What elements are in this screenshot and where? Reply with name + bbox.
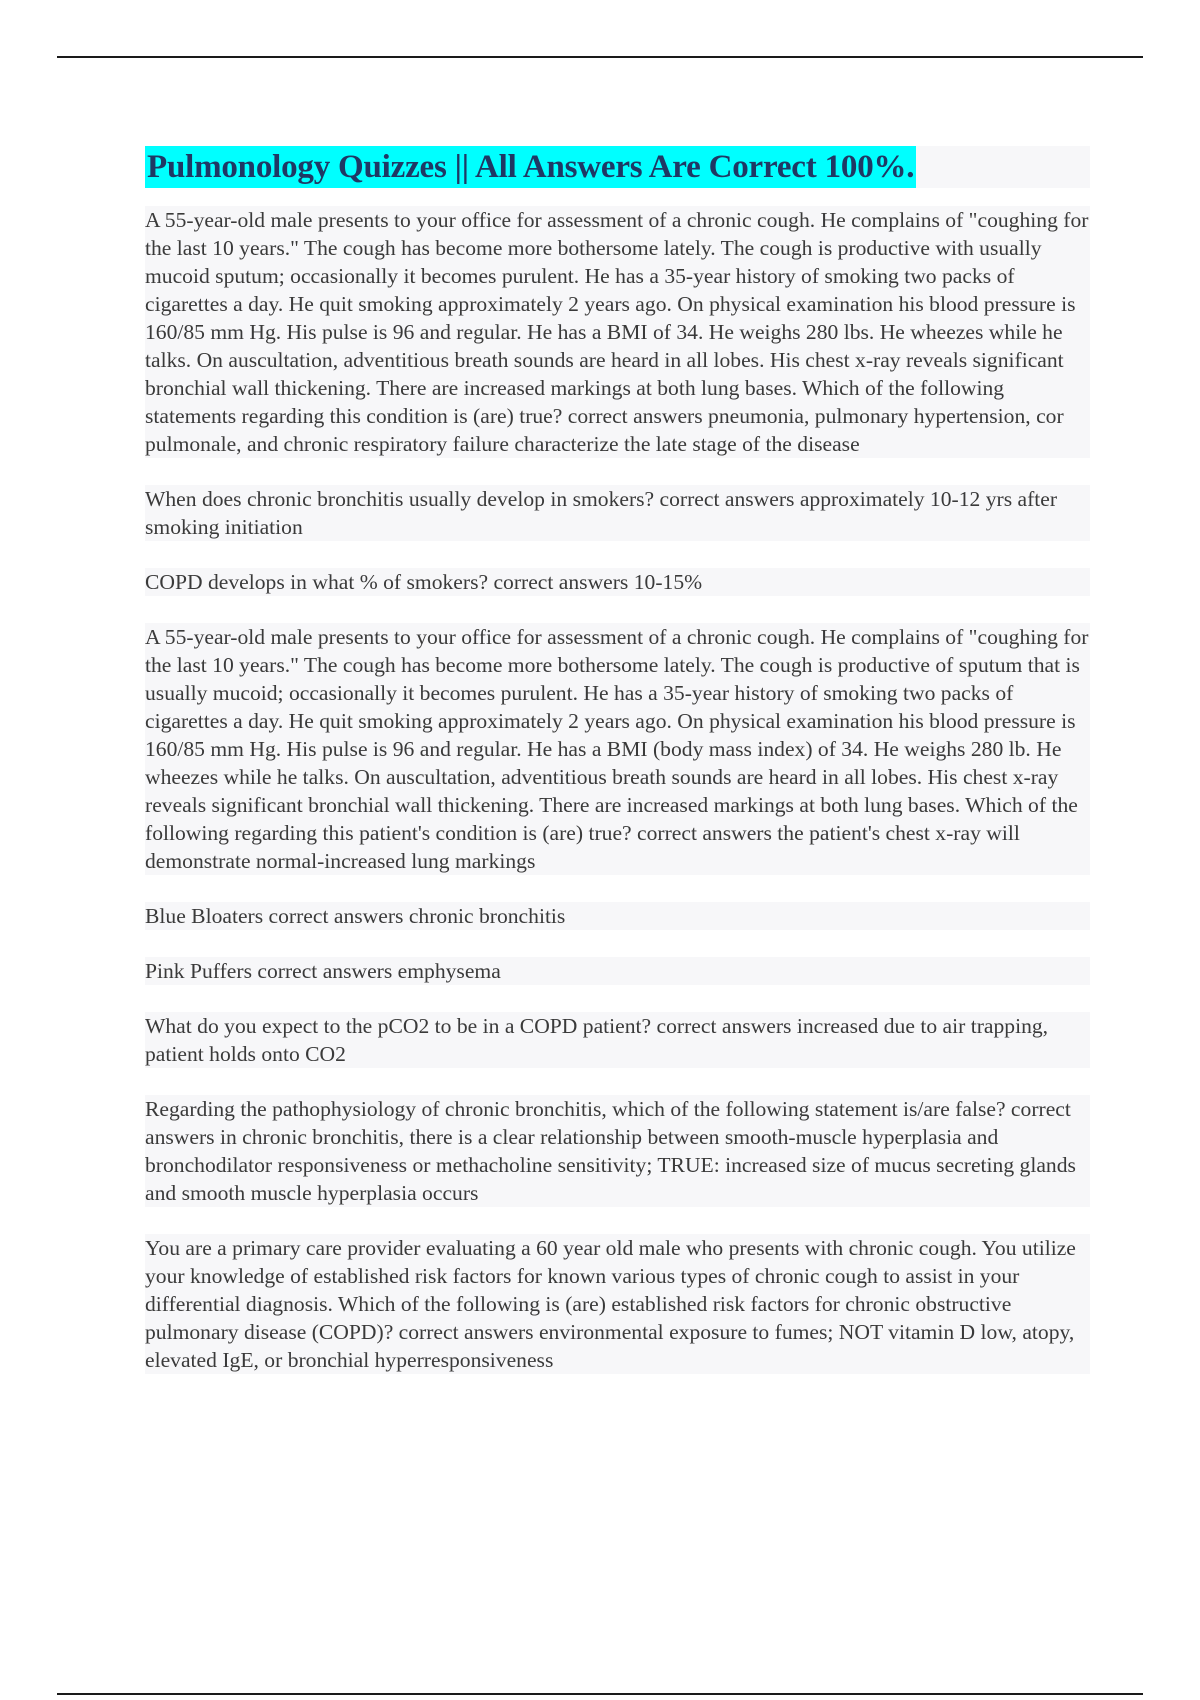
qa-entry-5: Blue Bloaters correct answers chronic bronchitis [145, 902, 1090, 930]
qa-entry-3: COPD develops in what % of smokers? correct answers 10-15% [145, 568, 1090, 596]
page-title: Pulmonology Quizzes || All Answers Are Correct 100%. [145, 146, 916, 188]
qa-entry-4: A 55-year-old male presents to your office for assessment of a chronic cough. He complains of "coughing for the last 10 years." The cough has become more bothersome lately. The cough is productive of sputum that is usually mucoid; occasionally it becomes purulent. He has a 35-year history of smoking two packs of cigarettes a day. He quit smoking approximately 2 years ago. On physical examination his blood pressure is 160/85 mm Hg. His pulse is 96 and regular. He has a BMI (body mass index) of 34. He weighs 280 lb. He wheezes while he talks. On auscultation, adventitious breath sounds are heard in all lobes. His chest x-ray reveals significant bronchial wall thickening. There are increased markings at both lung bases. Which of the following regarding this patient's condition is (are) true? correct answers the patient's chest x-ray will demonstrate normal-increased lung markings [145, 625, 1089, 873]
qa-entry-9: You are a primary care provider evaluating a 60 year old male who presents with chronic cough. You utilize your knowledge of established risk factors for known various types of chronic cough to assist in your differential diagnosis. Which of the following is (are) established risk factors for chronic obstructive pulmonary disease (COPD)? correct answers environmental exposure to fumes; NOT vitamin D low, atopy, elevated IgE, or bronchial hyperresponsiveness [145, 1234, 1090, 1374]
qa-entry-6: Pink Puffers correct answers emphysema [145, 957, 1090, 985]
document-body [145, 146, 1090, 1401]
qa-entry-8: Regarding the pathophysiology of chronic bronchitis, which of the following statement is/are false? correct answers in chronic bronchitis, there is a clear relationship between smooth-muscle hyperplasia and bronchodilator responsiveness or methacholine sensitivity; TRUE: increased size of mucus secreting glands and smooth muscle hyperplasia occurs [145, 1095, 1090, 1207]
top-rule [57, 56, 1143, 58]
qa-entry-7: What do you expect to the pCO2 to be in a COPD patient? correct answers increased due to air trapping, patient holds onto CO2 [145, 1012, 1090, 1068]
qa-entry-2: When does chronic bronchitis usually develop in smokers? correct answers approximately 10-12 yrs after smoking initiation [145, 485, 1090, 541]
title-bar [145, 146, 1090, 188]
qa-entry-1: A 55-year-old male presents to your office for assessment of a chronic cough. He complains of "coughing for the last 10 years." The cough has become more bothersome lately. The cough is productive with usually mucoid sputum; occasionally it becomes purulent. He has a 35-year history of smoking two packs of cigarettes a day. He quit smoking approximately 2 years ago. On physical examination his blood pressure is 160/85 mm Hg. His pulse is 96 and regular. He has a BMI of 34. He weighs 280 lbs. He wheezes while he talks. On auscultation, adventitious breath sounds are heard in all lobes. His chest x-ray reveals significant bronchial wall thickening. There are increased markings at both lung bases. Which of the following statements regarding this condition is (are) true? correct answers pneumonia, pulmonary hypertension, cor pulmonale, and chronic respiratory failure characterize the late stage of the disease [145, 208, 1089, 456]
bottom-rule [57, 1693, 1143, 1695]
